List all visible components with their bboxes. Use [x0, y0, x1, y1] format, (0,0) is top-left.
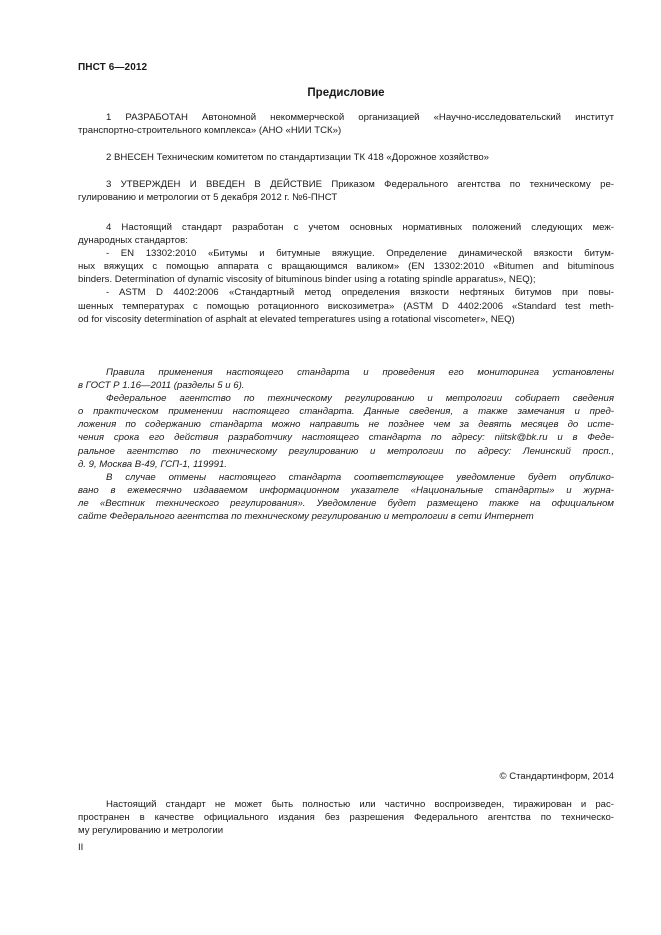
text-line: пространен в качестве официального издания без разрешения Федерального агентства по техническо- — [78, 812, 614, 824]
text-line: сайте Федерального агентства по техническому регулированию и метрологии в сети Интернет — [78, 511, 534, 523]
text-line: шенных температурах с помощью ротационного вискозиметра» (ASTM D 4402:2006 «Standard test meth- — [78, 300, 614, 312]
text-line: ложения по содержанию стандарта можно направить не позднее чем за девять месяцев до исте- — [78, 419, 614, 431]
item-3-approved — [78, 178, 614, 204]
item-2-submitted-by — [78, 151, 614, 164]
text-line: 3 УТВЕРЖДЕН И ВВЕДЕН В ДЕЙСТВИЕ Приказом Федерального агентства по техническому ре- — [106, 179, 614, 190]
text-line: ных вяжущих с помощью аппарата с вращающимся валиком» (EN 13302:2010 «Bitumen and bituminous — [78, 261, 614, 273]
text-line: Настоящий стандарт не может быть полностью или частично воспроизведен, тиражирован и рас- — [106, 799, 614, 810]
text-line: 1 РАЗРАБОТАН Автономной некоммерческой организацией «Научно-исследовательский институт — [106, 112, 614, 123]
text-line: Федеральное агентство по техническому регулированию и метрологии собирает сведения — [106, 393, 614, 405]
text-line: ральное агентство по техническому регулированию и метрологии по адресу: Ленинский просп., — [78, 445, 614, 457]
text-line: 4 Настоящий стандарт разработан с учетом основных нормативных положений следующих меж- — [106, 222, 614, 233]
text-line: Правила применения настоящего стандарта и проведения его мониторинга установлены — [106, 367, 614, 378]
text-line: му регулированию и метрологии — [78, 825, 224, 837]
text-line: ле «Вестник технического регулирования». Уведомление будет размещено также на официальном — [78, 497, 614, 509]
text-line: - ASTM D 4402:2006 «Стандартный метод определения вязкости нефтяных битумов при повы- — [106, 287, 614, 299]
text-line: дународных стандартов: — [78, 235, 188, 247]
text-line: гулированию и метрологии от 5 декабря 2012 г. №6-ПНСТ — [78, 192, 338, 204]
text-line: д. 9, Москва В-49, ГСП-1, 119991. — [78, 458, 227, 470]
text-line: В случае отмены настоящего стандарта соответствующее уведомление будет опублико- — [106, 471, 614, 483]
copyright-notice: © Стандартинформ, 2014 — [499, 771, 614, 782]
page-title: Предисловие — [307, 87, 385, 99]
text-line: в ГОСТ Р 1.16—2011 (разделы 5 и 6). — [78, 380, 245, 392]
document-code-header: ПНСТ 6—2012 — [78, 62, 148, 73]
reproduction-restriction-note — [78, 798, 614, 837]
text-line: чения срока его действия разработчику настоящего стандарта по адресу: niitsk@bk.ru и в Феде- — [78, 432, 614, 444]
item-4-international-standards — [78, 221, 614, 326]
text-line: binders. Determination of dynamic viscosity of bituminous binder using a rotating spindle apparatus», NEQ); — [78, 274, 536, 286]
text-line: о практическом применении настоящего стандарта. Данные сведения, а также замечания и пред- — [78, 406, 614, 418]
item-1-developed-by — [78, 111, 614, 137]
standard-application-notice — [78, 366, 614, 523]
page-number: II — [78, 842, 84, 853]
text-line: транспортно-строительного комплекса» (АНО «НИИ ТСК») — [78, 125, 342, 137]
text-line: - EN 13302:2010 «Битумы и битумные вяжущие. Определение динамической вязкости битум- — [106, 248, 614, 260]
text-line: вано в ежемесячно издаваемом информационном указателе «Национальные стандарты» и журна- — [78, 484, 614, 496]
text-line: 2 ВНЕСЕН Техническим комитетом по стандартизации ТК 418 «Дорожное хозяйство» — [106, 152, 490, 163]
text-line: od for viscosity determination of asphalt at elevated temperatures using a rotational viscometer», NEQ) — [78, 313, 515, 325]
